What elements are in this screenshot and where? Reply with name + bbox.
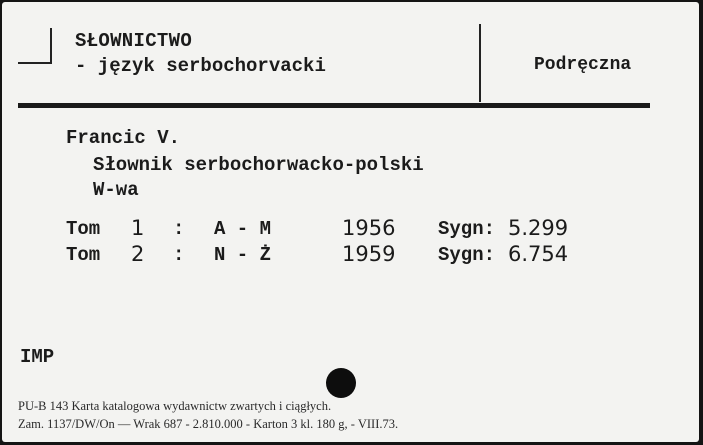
volume-tom-label: Tom xyxy=(66,244,101,266)
header-divider xyxy=(479,24,481,102)
header-rule xyxy=(18,103,650,108)
volume-colon: : xyxy=(173,244,185,266)
catalog-card xyxy=(2,2,699,442)
footer-print-line: Zam. 1137/DW/On — Wrak 687 - 2.810.000 - Karton 3 kl. 180 g, - VIII.73. xyxy=(18,417,399,431)
author: Francic V. xyxy=(66,127,181,149)
book-title: Słownik serbochorwacko-polski xyxy=(93,154,424,176)
corner-mark xyxy=(50,28,52,64)
category-heading: SŁOWNICTWO xyxy=(75,30,193,52)
volume-year: 1956 xyxy=(342,216,396,240)
collection-label: Podręczna xyxy=(534,55,632,75)
volume-range: A - M xyxy=(214,218,272,240)
signature-value: 6.754 xyxy=(508,242,569,266)
corner-mark xyxy=(18,62,52,64)
punch-hole xyxy=(326,368,356,398)
volume-number: 2 xyxy=(131,242,145,266)
publication-place: W-wa xyxy=(93,179,139,201)
volume-year: 1959 xyxy=(342,242,396,266)
volume-number: 1 xyxy=(131,216,145,240)
footer-form-line: PU-B 143 Karta katalogowa wydawnictw zwartych i ciągłych. xyxy=(18,399,332,413)
signature-label: Sygn: xyxy=(438,244,496,266)
volume-tom-label: Tom xyxy=(66,218,101,240)
signature-value: 5.299 xyxy=(508,216,569,240)
stamp-code: IMP xyxy=(20,346,55,368)
category-subheading: - język serbochorvacki xyxy=(75,55,326,77)
volume-colon: : xyxy=(173,218,185,240)
signature-label: Sygn: xyxy=(438,218,496,240)
volume-range: N - Ż xyxy=(214,244,272,266)
